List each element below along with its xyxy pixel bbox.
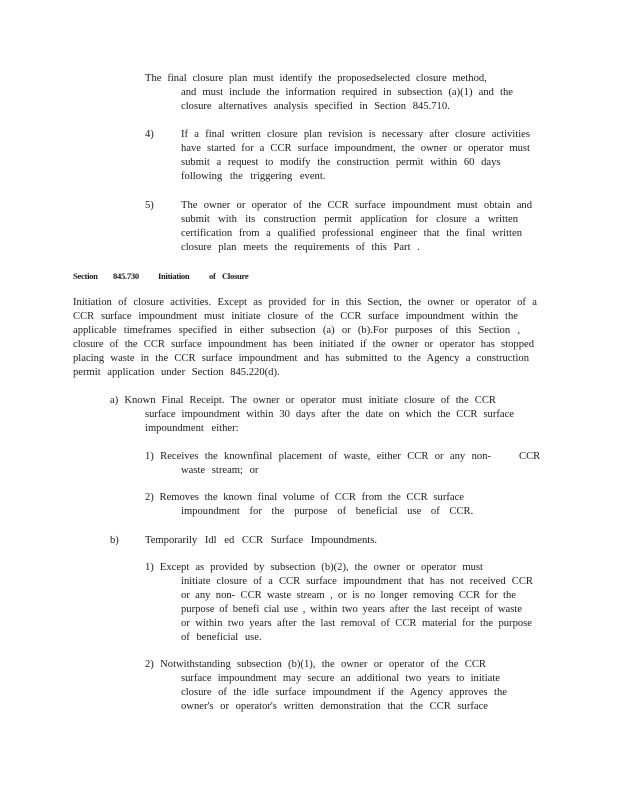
item-4-line-3: submit a request to modify the construction permit within 60 days [181,157,501,168]
subsection-a-item-2-line-2: impoundment for the purpose of beneficial use of CCR. [181,506,474,517]
section-label: Section [73,271,98,281]
subsection-b-title: Temporarily Idl ed CCR Surface Impoundments. [145,535,377,546]
subsection-a-item-1-line-1: 1) Receives the knownfinal placement of waste, either CCR or any non- [145,451,491,462]
item-3-line-2: and must include the information required in subsection (a)(1) and the [181,87,513,98]
intro-line-3: applicable timeframes specified in either subsection (a) or (b).For purposes of this Section , [73,325,520,336]
subsection-a-item-1-line-1-end: CCR [519,451,541,462]
subsection-b-item-1-line-4: purpose of benefi cial use , within two years after the last receipt of waste [181,604,522,615]
section-title-word-2: of [209,271,216,281]
subsection-b-item-2-line-4: owner's or operator's written demonstration that the CCR surface [181,701,488,712]
subsection-b-item-1-line-2: initiate closure of a CCR surface impoundment that has not received CCR [181,576,533,587]
intro-line-4: closure of the CCR surface impoundment has been initiated if the owner or operator has stopped [73,339,534,350]
intro-line-5: placing waste in the CCR surface impoundment and has submitted to the Agency a construction [73,353,529,364]
subsection-b-item-2-line-1: 2) Notwithstanding subsection (b)(1), the owner or operator of the CCR [145,659,486,670]
item-4-line-2: have started for a CCR surface impoundment, the owner or operator must [181,143,530,154]
intro-line-2: CCR surface impoundment must initiate closure of the CCR surface impoundment within the [73,311,518,322]
intro-line-1: Initiation of closure activities. Except as provided for in this Section, the owner or operator of a [73,297,537,308]
item-4-line-1: If a final written closure plan revision is necessary after closure activities [181,129,530,140]
subsection-b-item-2-line-2: surface impoundment may secure an additional two years to initiate [181,673,500,684]
subsection-b-item-1-line-3: or any non- CCR waste stream , or is no longer removing CCR for the [181,590,516,601]
subsection-a-item-2-line-1: 2) Removes the known final volume of CCR from the CCR surface [145,492,464,503]
subsection-a-line-1: a) Known Final Receipt. The owner or operator must initiate closure of the CCR [110,395,496,406]
section-title-word-1: Initiation [158,271,190,281]
subsection-b-item-1-line-5: or within two years after the last removal of CCR material for the purpose [181,618,532,629]
item-5-line-4: closure plan meets the requirements of this Part . [181,242,420,253]
intro-line-6: permit application under Section 845.220(d). [73,367,280,378]
subsection-a-line-2: surface impoundment within 30 days after the date on which the CCR surface [145,409,514,420]
subsection-b-item-1-line-1: 1) Except as provided by subsection (b)(2), the owner or operator must [145,562,483,573]
item-3-line-1: The final closure plan must identify the proposedselected closure method, [145,73,487,84]
subsection-a-line-3: impoundment either: [145,423,239,434]
item-3-line-3: closure alternatives analysis specified in Section 845.710. [181,101,450,112]
section-number: 845.730 [113,271,139,281]
subsection-b-item-1-line-6: of beneficial use. [181,632,262,643]
subsection-b-item-2-line-3: closure of the idle surface impoundment if the Agency approves the [181,687,507,698]
item-5-line-3: certification from a qualified professional engineer that the final written [181,228,522,239]
item-4-marker: 4) [145,129,154,140]
subsection-b-marker: b) [110,535,119,546]
item-4-line-4: following the triggering event. [181,171,326,182]
subsection-a-item-1-line-2: waste stream; or [181,465,259,476]
section-title-word-3: Closure [222,271,249,281]
item-5-line-2: submit with its construction permit application for closure a written [181,214,518,225]
item-5-marker: 5) [145,200,154,211]
item-5-line-1: The owner or operator of the CCR surface impoundment must obtain and [181,200,532,211]
